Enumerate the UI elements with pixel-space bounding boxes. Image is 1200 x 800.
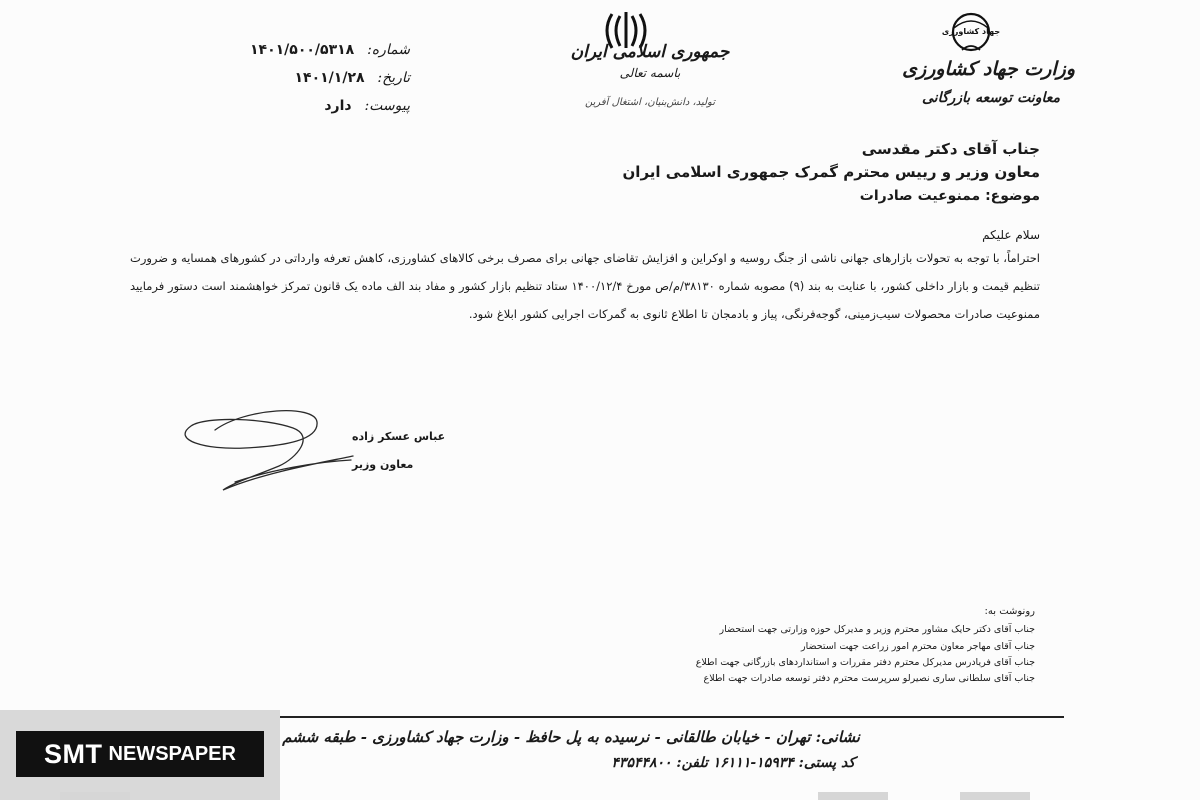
handwritten-signature: [175, 400, 375, 500]
letter-number-value: ۱۴۰۱/۵۰۰/۵۳۱۸: [249, 42, 355, 58]
footer-contact: کد پستی: ۱۵۹۳۴-۱۶۱۱۱ تلفن: ۴۳۵۴۴۸۰۰: [611, 755, 855, 771]
letter-attachment-label: پیوست:: [364, 98, 410, 114]
letter-date-label: تاریخ:: [377, 70, 410, 86]
ministry-name: وزارت جهاد کشاورزی: [902, 58, 1075, 80]
signer-name: عباس عسکر زاده: [352, 430, 446, 443]
cc-item: جناب آقای مهاجر معاون محترم امور زراعت جهت استحضار: [801, 641, 1035, 652]
watermark-suffix: NEWSPAPER: [108, 742, 236, 765]
scan-edge-mark: [60, 792, 130, 800]
letter-body: احتراماً، با توجه به تحولات بازارهای جهانی ناشی از جنگ روسیه و اوکراین و افزایش تقاضای جهانی برای مصرف برخی کالاهای کشاورزی، کاهش تعرفه وارداتی در کشورهای همسایه و ضرورت تنظیم قیمت و بازار داخلی کشور، با عنایت به بند (۹) مصوبه شماره ۳۸۱۳۰/م/ص مورخ ۱۴۰۰/۱۲/۴ ستاد تنظیم بازار کشور و مفاد بند الف ماده یک قانون تمرکز خواهشمند است دستور فرمایید ممنوعیت صادرات محصولات سیب‌زمینی، گوجه‌فرنگی، پیاز و بادمجان تا اطلاع ثانوی به گمرکات اجرایی کشور ابلاغ شود.: [130, 251, 1040, 321]
ministry-logo-icon: [938, 8, 1004, 52]
cc-item: جناب آقای دکتر حایک مشاور محترم وزیر و مدیرکل حوزه وزارتی جهت استحضار: [719, 624, 1035, 635]
footer-address: نشانی: تهران - خیابان طالقانی - نرسیده به پل حافظ - وزارت جهاد کشاورزی - طبقه ششم: [282, 728, 860, 746]
cc-item: جناب آقای فریادرس مدیرکل محترم دفتر مقررات و استانداردهای بازرگانی جهت اطلاع: [695, 657, 1035, 668]
letter-attachment-row: [324, 98, 410, 114]
addressee-name: جناب آقای دکتر مقدسی: [861, 140, 1040, 158]
scan-edge-mark: [960, 792, 1030, 800]
letter-date-value: ۱۴۰۱/۱/۲۸: [294, 70, 365, 86]
letter-attachment-value: دارد: [324, 98, 352, 114]
republic-name: جمهوری اسلامی ایران: [570, 42, 730, 62]
year-motto: تولید، دانش‌بنیان، اشتغال آفرین: [584, 97, 715, 108]
letter-subject: موضوع: ممنوعیت صادرات: [859, 188, 1040, 204]
ministry-department: معاونت توسعه بازرگانی: [922, 90, 1060, 106]
greeting: سلام علیکم: [982, 228, 1040, 242]
watermark-brand: SMT: [44, 738, 103, 769]
signer-title: معاون وزیر: [352, 458, 414, 471]
ministry-logo-text: جهاد کشاورزی: [941, 27, 1001, 36]
exalted-heading: باسمه تعالی: [619, 66, 681, 80]
scan-edge-mark: [818, 792, 888, 800]
letter-date-row: [295, 70, 411, 86]
cc-item: جناب آقای سلطانی ساری نصیرلو سرپرست محترم دفتر توسعه صادرات جهت اطلاع: [703, 673, 1035, 684]
addressee-title: معاون وزیر و رییس محترم گمرک جمهوری اسلامی ایران: [622, 163, 1040, 181]
cc-heading: رونوشت به:: [984, 606, 1035, 617]
letter-number-row: [250, 42, 410, 58]
letter-number-label: شماره:: [367, 42, 410, 58]
watermark-label: [16, 731, 264, 777]
